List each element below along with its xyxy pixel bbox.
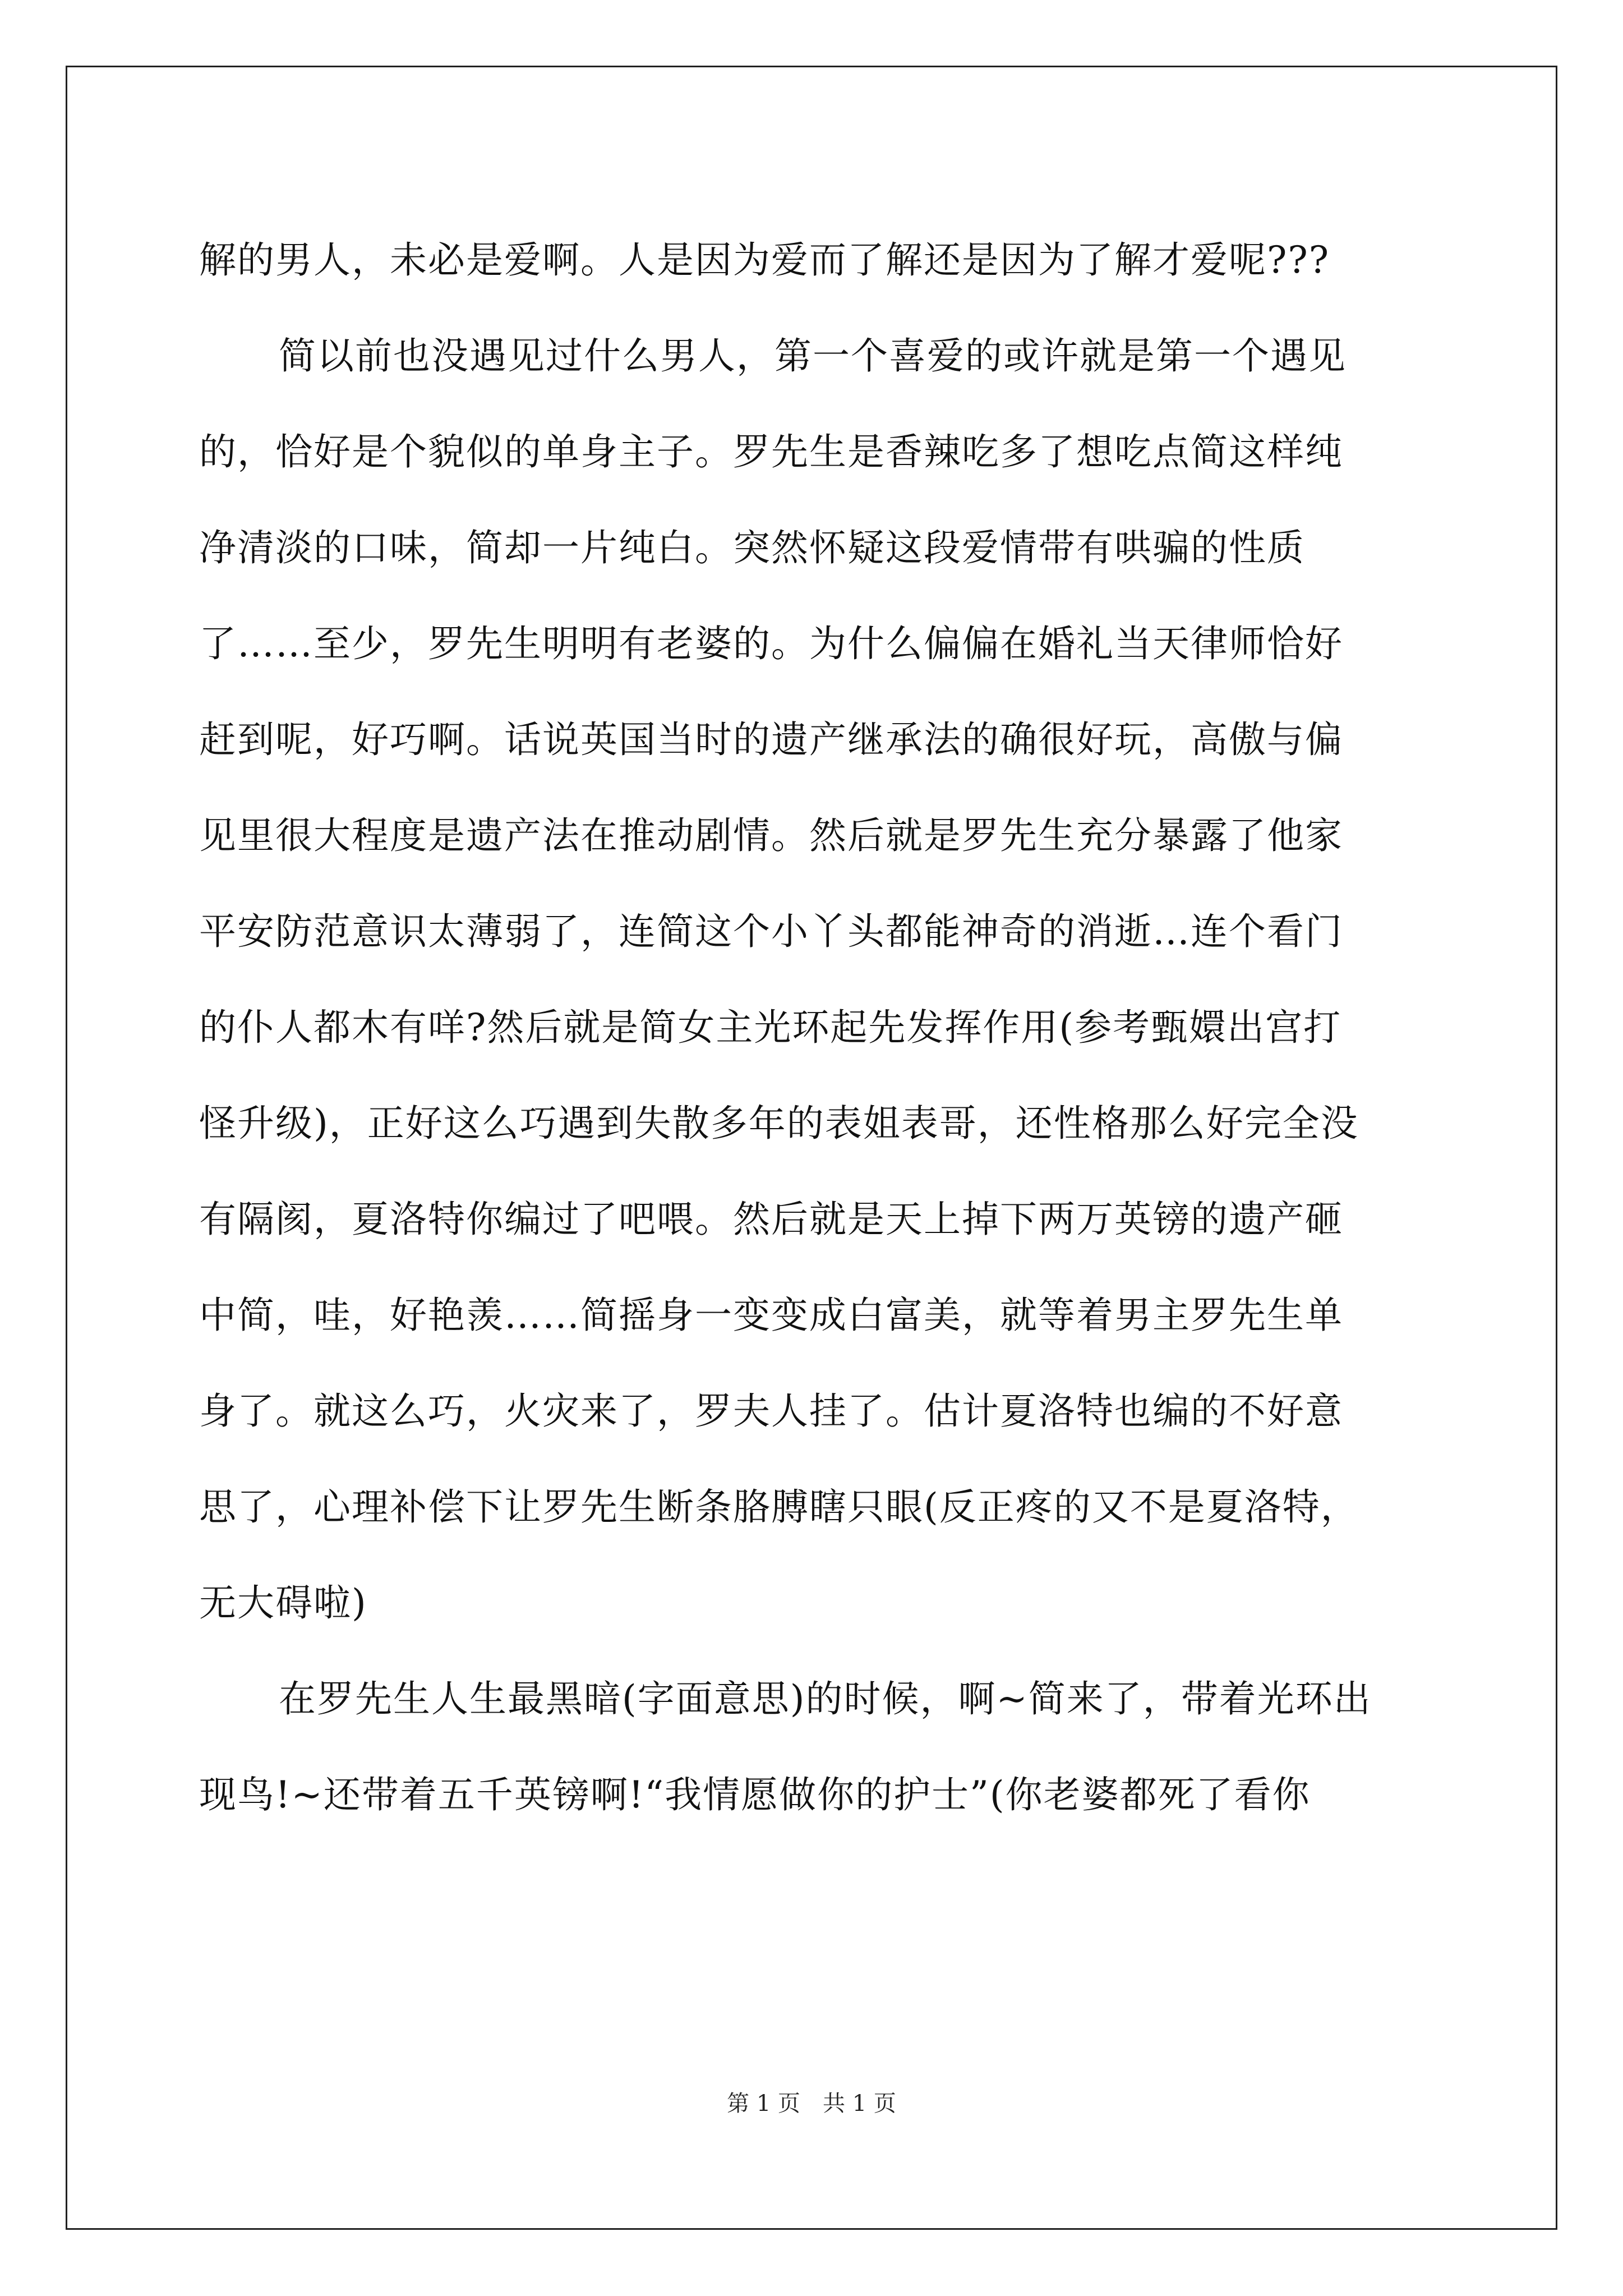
text-line: 了……至少，罗先生明明有老婆的。为什么偏偏在婚礼当天律师恰好 — [199, 622, 1343, 665]
text-line: 身了。就这么巧，火灾来了，罗夫人挂了。估计夏洛特也编的不好意 — [199, 1389, 1343, 1433]
text-line: 在罗先生人生最黑暗(字面意思)的时候，啊~简来了，带着光环出 — [279, 1677, 1372, 1720]
text-line: 简以前也没遇见过什么男人，第一个喜爱的或许就是第一个遇见 — [279, 334, 1347, 378]
text-line: 见里很大程度是遗产法在推动剧情。然后就是罗先生充分暴露了他家 — [199, 814, 1343, 857]
text-line: 有隔阂，夏洛特你编过了吧喂。然后就是天上掉下两万英镑的遗产砸 — [199, 1198, 1343, 1241]
text-line: 思了，心理补偿下让罗先生断条胳膊瞎只眼(反正疼的又不是夏洛特， — [199, 1485, 1359, 1529]
text-line: 解的男人，未必是爱啊。人是因为爱而了解还是因为了解才爱呢??? — [199, 238, 1330, 282]
text-line: 赶到呢，好巧啊。话说英国当时的遗产继承法的确很好玩，高傲与偏 — [199, 718, 1343, 761]
text-line: 无大碍啦) — [199, 1581, 367, 1625]
text-line: 中简，哇，好艳羡……简摇身一变变成白富美，就等着男主罗先生单 — [199, 1294, 1343, 1337]
text-line: 的，恰好是个貌似的单身主子。罗先生是香辣吃多了想吃点简这样纯 — [199, 430, 1343, 473]
text-line: 现鸟!~还带着五千英镑啊!“我情愿做你的护士”(你老婆都死了看你 — [199, 1773, 1311, 1816]
page-number: 第 1 页 共 1 页 — [727, 2091, 896, 2116]
text-line: 净清淡的口味，简却一片纯白。突然怀疑这段爱情带有哄骗的性质 — [199, 526, 1305, 569]
text-line: 平安防范意识太薄弱了，连简这个小丫头都能神奇的消逝…连个看门 — [199, 910, 1343, 953]
text-line: 怪升级)，正好这么巧遇到失散多年的表姐表哥，还性格那么好完全没 — [199, 1102, 1359, 1145]
text-line: 的仆人都木有咩?然后就是简女主光环起先发挥作用(参考甄嬛出宫打 — [199, 1006, 1342, 1049]
document-body — [199, 212, 1433, 1843]
